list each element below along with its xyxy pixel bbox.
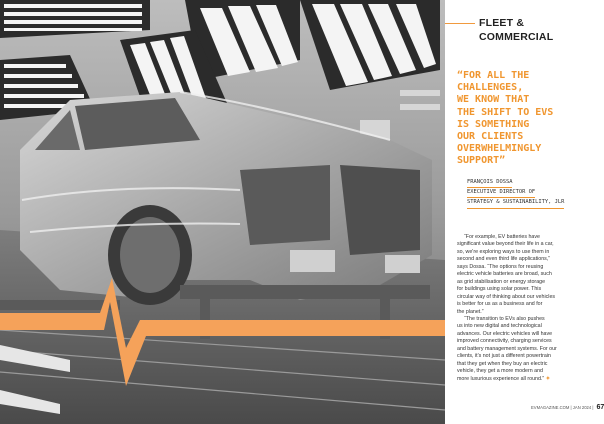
body-line: that they get when they buy an electric (457, 360, 548, 367)
body-line: “For example, EV batteries have (464, 234, 540, 240)
attribution-title: STRATEGY & SUSTAINABILITY, JLR (467, 198, 564, 208)
section-label: FLEET & COMMERCIAL (475, 16, 600, 44)
body-line: as grid stabilisation or energy storage (457, 278, 546, 285)
body-line: significant value beyond their life in a car, (457, 241, 554, 248)
end-mark-icon: ✦ (545, 375, 551, 382)
body-line: so, we're exploring ways to use them in (457, 248, 550, 255)
quote-attribution (467, 178, 597, 209)
page-number: 67 (596, 404, 604, 411)
body-line: the planet.” (457, 308, 484, 315)
quote-line: CHALLENGES, (457, 82, 524, 94)
quote-line: IS SOMETHING (457, 118, 530, 130)
body-line (457, 376, 597, 383)
body-line: is better for us as a business and for (457, 301, 543, 308)
body-line: clients, it's not just a different powertrain (457, 353, 551, 360)
body-line: improved connectivity, charging services (457, 338, 552, 345)
quote-line: OUR CLIENTS (457, 131, 524, 143)
body-line: “The transition to EVs also pushes (464, 315, 545, 322)
body-line: us into new digital and technological (457, 323, 542, 330)
body-line: electric vehicle batteries are broad, such (457, 271, 552, 278)
section-header (445, 16, 600, 43)
page-footer (531, 404, 604, 411)
body-line: circular way of thinking about our vehicles (457, 293, 556, 300)
body-line: second and even third life applications,” (457, 256, 551, 263)
article-body (457, 234, 597, 383)
body-line: and battery management systems. For our (457, 345, 557, 352)
body-line: vehicle, they get a more modern and (457, 368, 543, 375)
pull-quote (457, 70, 597, 168)
text-column (445, 0, 604, 424)
attribution-name: FRANÇOIS DOSSA (467, 178, 512, 188)
footer-site: EVMAGAZINE.COM | JAN 2024 | (531, 405, 594, 410)
quote-line: THE SHIFT TO EVS (457, 106, 554, 118)
attribution-title: EXECUTIVE DIRECTOR OF (467, 188, 535, 198)
quote-line: WE KNOW THAT (457, 94, 530, 106)
quote-line: “FOR ALL THE (457, 70, 530, 81)
quote-line: OVERWHELMINGLY (457, 143, 542, 155)
body-line-text: more luxurious experience all round.” (457, 375, 545, 382)
body-line: advances. Our electric vehicles will have (457, 330, 553, 337)
body-line: for buildings using solar power. This (457, 286, 542, 293)
body-line: says Dossa. “The options for reusing (457, 263, 544, 270)
quote-line: SUPPORT” (457, 155, 506, 167)
